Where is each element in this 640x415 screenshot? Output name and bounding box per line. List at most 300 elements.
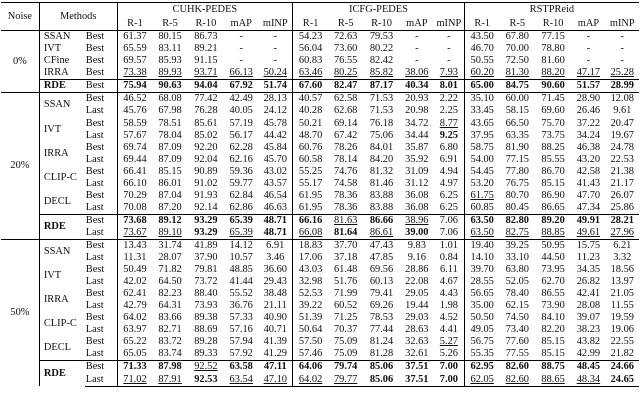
metric-value-text: 15.75 — [576, 239, 601, 251]
metric-value-text: 26.07 — [610, 189, 634, 201]
metric-value-text: 41.89 — [194, 239, 218, 251]
metric-value — [363, 190, 399, 202]
dataset-header-icfg: ICFG-PEDES — [293, 3, 465, 17]
metric-value-text: 56.04 — [298, 43, 323, 55]
metric-value — [152, 361, 187, 374]
metric-value-text: 54.45 — [470, 165, 494, 177]
metric-value — [500, 214, 535, 227]
metric-value-text: 21.05 — [610, 288, 634, 300]
metric-value — [117, 43, 152, 55]
metric-value — [571, 80, 605, 93]
method-name: IRRA — [43, 67, 69, 79]
metric-value-text: 87.20 — [158, 201, 182, 213]
table-row — [1, 252, 639, 264]
metric-header-r-10: R-10 — [188, 17, 224, 31]
metric-value-text: 34.35 — [576, 264, 601, 276]
metric-value-text: 36.08 — [405, 201, 429, 213]
metric-value-text: 50.24 — [263, 67, 287, 79]
metric-value — [400, 166, 434, 178]
metric-value — [500, 154, 535, 166]
metric-value-text: 11.23 — [576, 252, 600, 264]
metric-value — [363, 166, 399, 178]
table-row — [1, 239, 639, 252]
metric-value-text: 57.92 — [229, 348, 253, 360]
metric-value-text: 76.55 — [333, 55, 358, 67]
metric-value-text: 77.60 — [505, 336, 529, 348]
results-table — [1, 2, 639, 387]
metric-value — [328, 312, 363, 324]
metric-value-text: 4.52 — [439, 312, 458, 324]
metric-value — [224, 190, 258, 202]
metric-value-text: 81.60 — [541, 55, 565, 67]
metric-value — [606, 288, 639, 300]
metric-value — [571, 142, 605, 154]
metric-value — [571, 252, 605, 264]
metric-value-text: 67.98 — [158, 105, 182, 117]
metric-value — [188, 93, 224, 106]
metric-value-text: 64.50 — [158, 276, 182, 288]
metric-value-text: 82.23 — [158, 288, 182, 300]
metric-value-text: 71.53 — [369, 105, 394, 117]
metric-value-text: 77.42 — [194, 93, 218, 105]
table-row — [1, 227, 639, 240]
method-name: IVT — [43, 270, 62, 282]
metric-value-text: 76.28 — [194, 105, 218, 117]
metric-value-text: 9.25 — [439, 129, 458, 141]
metric-value-text: 32.98 — [298, 276, 323, 288]
metric-value — [535, 239, 571, 252]
metric-value-text: 65.39 — [229, 214, 253, 226]
metric-value — [293, 288, 328, 300]
metric-value-text: 61.48 — [333, 264, 358, 276]
metric-value — [117, 214, 152, 227]
metric-value-text: 62.86 — [229, 201, 253, 213]
metric-value-text: 68.08 — [158, 93, 182, 105]
metric-value-text: 83.72 — [158, 336, 182, 348]
metric-value — [500, 252, 535, 264]
metric-value — [258, 105, 292, 117]
metric-value-text: 66.41 — [123, 165, 147, 177]
metric-header-map: mAP — [224, 17, 258, 31]
metric-value-text: - — [273, 55, 277, 67]
metric-value-text: 58.75 — [470, 141, 494, 153]
metric-value — [258, 276, 292, 288]
metric-value-text: - — [620, 43, 625, 55]
metric-value-text: 41.43 — [576, 177, 601, 189]
metric-value-text: 71.33 — [123, 361, 147, 373]
metric-header-map: mAP — [400, 17, 434, 31]
metric-value-text: 87.09 — [158, 141, 182, 153]
metric-value-text: 39.25 — [505, 239, 529, 251]
metric-value — [500, 374, 535, 387]
metric-value-text: 67.42 — [333, 129, 358, 141]
metric-value — [363, 361, 399, 374]
metric-value-text: 2.25 — [439, 105, 458, 117]
metric-value-text: 53.20 — [470, 177, 494, 189]
method-name: CLIP-C — [43, 318, 77, 330]
metric-value — [500, 239, 535, 252]
checkpoint-tag: Best — [85, 142, 117, 154]
metric-value-text: 28.90 — [576, 93, 601, 105]
metric-value-text: 62.84 — [229, 189, 253, 201]
metric-value — [606, 300, 639, 312]
metric-value-text: 85.06 — [369, 361, 394, 373]
metric-value-text: 81.64 — [333, 226, 358, 238]
metric-value-text: 62.16 — [229, 153, 253, 165]
metric-value-text: 46.52 — [123, 93, 147, 105]
metric-value-text: 82.80 — [505, 214, 529, 226]
metric-value — [535, 214, 571, 227]
metric-value — [500, 276, 535, 288]
metric-value-text: 49.91 — [576, 214, 601, 226]
metric-value-text: 34.24 — [576, 129, 601, 141]
metric-value — [464, 31, 499, 44]
metric-value-text: 57.50 — [298, 336, 323, 348]
metric-value — [188, 118, 224, 130]
metric-value — [500, 80, 535, 93]
metric-value-text: 86.90 — [541, 189, 565, 201]
metric-value-text: 22.08 — [405, 276, 429, 288]
metric-value — [363, 374, 399, 387]
metric-value-text: 56.75 — [470, 336, 494, 348]
metric-value — [400, 202, 434, 215]
metric-value-text: 36.08 — [405, 189, 429, 201]
metric-value — [500, 202, 535, 215]
metric-value-text: 69.26 — [369, 300, 394, 312]
metric-value-text: 69.60 — [541, 105, 565, 117]
metric-value-text: 24.66 — [610, 361, 634, 373]
metric-value-text: 85.15 — [541, 348, 565, 360]
metric-value-text: 4.94 — [439, 165, 458, 177]
metric-value — [293, 276, 328, 288]
metric-value — [117, 80, 152, 93]
metric-value-text: 51.57 — [576, 80, 601, 92]
metric-value-text: 4.41 — [439, 324, 458, 336]
metric-value-text: 38.23 — [576, 324, 601, 336]
metric-value-text: 46.54 — [263, 189, 287, 201]
metric-value — [152, 214, 187, 227]
metric-value — [328, 166, 363, 178]
metric-value — [535, 31, 571, 44]
metric-value-text: 4.97 — [439, 177, 458, 189]
checkpoint-tag: Best — [85, 67, 117, 80]
metric-value — [606, 214, 639, 227]
metric-value-text: 29.43 — [263, 276, 287, 288]
checkpoint-tag: Best — [85, 118, 117, 130]
metric-value-text: 48.45 — [576, 361, 601, 373]
metric-value-text: 79.74 — [333, 361, 358, 373]
metric-value — [293, 93, 328, 106]
metric-value — [328, 130, 363, 142]
metric-value — [188, 288, 224, 300]
metric-value — [117, 300, 152, 312]
metric-value-text: 78.40 — [505, 288, 529, 300]
method-name: DECL — [43, 342, 71, 354]
metric-value — [535, 300, 571, 312]
metric-value-text: 72.63 — [333, 31, 358, 43]
metric-value-text: 19.44 — [405, 300, 429, 312]
metric-value — [328, 55, 363, 67]
metric-value — [188, 178, 224, 190]
metric-value-text: 31.74 — [158, 239, 182, 251]
metric-value — [535, 276, 571, 288]
metric-value — [258, 336, 292, 348]
metric-value — [535, 166, 571, 178]
metric-value-text: 83.66 — [158, 312, 182, 324]
table-row — [1, 288, 639, 300]
metric-value — [258, 93, 292, 106]
metric-value-text: - — [415, 43, 419, 55]
metric-value — [464, 154, 499, 166]
metric-value — [188, 154, 224, 166]
metric-value-text: 7.06 — [439, 226, 458, 238]
metric-value — [152, 93, 187, 106]
metric-value — [434, 80, 464, 93]
metric-value — [400, 312, 434, 324]
metric-value — [224, 276, 258, 288]
metric-value-text: 47.70 — [576, 189, 601, 201]
metric-value — [571, 166, 605, 178]
metric-value-text: 79.41 — [369, 288, 394, 300]
metric-value-text: 20.93 — [405, 93, 429, 105]
metric-value — [293, 105, 328, 117]
metric-value-text: 63.97 — [123, 324, 147, 336]
table-row — [1, 55, 639, 67]
metric-value — [363, 300, 399, 312]
metric-value — [152, 288, 187, 300]
metric-value — [328, 239, 363, 252]
metric-value-text: 37.22 — [576, 117, 601, 129]
metric-value-text: 93.29 — [194, 214, 218, 226]
checkpoint-tag: Last — [85, 252, 117, 264]
metric-value-text: 85.61 — [194, 117, 218, 129]
table-row — [1, 118, 639, 130]
metric-value-text: 1.98 — [439, 300, 458, 312]
metric-value-text: 78.36 — [333, 189, 358, 201]
metric-value-text: 91.15 — [194, 55, 218, 67]
metric-value — [188, 348, 224, 361]
metric-value — [400, 374, 434, 387]
metric-value — [258, 142, 292, 154]
metric-value-text: - — [239, 43, 243, 55]
metric-value-text: 78.14 — [333, 153, 358, 165]
metric-value-text: 91.93 — [194, 189, 218, 201]
metric-value — [606, 227, 639, 240]
metric-value-text: 44.42 — [263, 129, 287, 141]
metric-value-text: 81.28 — [369, 348, 394, 360]
metric-value — [293, 264, 328, 276]
metric-value — [152, 190, 187, 202]
metric-value-text: 94.04 — [194, 80, 218, 92]
metric-value-text: 38.06 — [405, 67, 429, 79]
metric-value — [293, 348, 328, 361]
metric-value — [535, 105, 571, 117]
checkpoint-tag: Best — [85, 264, 117, 276]
noise-header: Noise — [1, 3, 39, 31]
table-row — [1, 130, 639, 142]
metric-value — [188, 130, 224, 142]
metric-value — [606, 142, 639, 154]
metric-value — [363, 31, 399, 44]
metric-value-text: 4.43 — [439, 288, 458, 300]
metric-value-text: 8.77 — [439, 117, 458, 129]
checkpoint-tag: Best — [85, 43, 117, 55]
metric-value — [117, 361, 152, 374]
metric-value-text: 43.65 — [470, 117, 494, 129]
metric-value — [224, 105, 258, 117]
metric-value — [293, 239, 328, 252]
metric-value-text: 63.50 — [470, 226, 494, 238]
metric-value-text: 63.46 — [298, 67, 323, 79]
metric-value-text: - — [415, 55, 419, 67]
metric-value-text: 47.10 — [263, 373, 287, 385]
metric-value-text: 63.58 — [229, 361, 253, 373]
metric-value — [188, 361, 224, 374]
metric-value-text: 89.28 — [194, 336, 218, 348]
metric-value-text: 36.60 — [263, 264, 287, 276]
metric-value-text: 20.47 — [610, 117, 634, 129]
metric-value-text: 90.60 — [541, 80, 565, 92]
metric-value-text: - — [447, 55, 451, 67]
metric-value-text: 50.21 — [298, 117, 323, 129]
metric-value — [117, 264, 152, 276]
metric-value — [535, 118, 571, 130]
metric-value-text: 86.01 — [158, 177, 182, 189]
metric-value — [535, 142, 571, 154]
metric-value-text: 33.10 — [505, 252, 529, 264]
metric-value — [500, 31, 535, 44]
metric-value — [363, 105, 399, 117]
metric-value — [571, 93, 605, 106]
metric-value-text: 80.22 — [369, 43, 394, 55]
metric-value-text: 69.74 — [123, 141, 147, 153]
metric-value-text: 82.60 — [505, 373, 529, 385]
metric-value-text: 84.75 — [505, 80, 529, 92]
metric-value — [258, 43, 292, 55]
metric-value — [293, 324, 328, 336]
metric-value-text: 35.92 — [405, 153, 429, 165]
metric-value — [188, 227, 224, 240]
metric-value-text: 71.99 — [333, 288, 358, 300]
method-name: CLIP-C — [43, 171, 77, 183]
method-name: RDE — [39, 214, 84, 239]
metric-value — [152, 43, 187, 55]
metric-value-text: 48.71 — [263, 214, 287, 226]
table-row — [1, 300, 639, 312]
metric-value-text: 65.00 — [470, 80, 494, 92]
metric-value — [571, 154, 605, 166]
metric-value-text: 82.75 — [505, 226, 529, 238]
metric-value — [571, 190, 605, 202]
metric-value-text: 47.17 — [576, 67, 601, 79]
metric-value — [152, 154, 187, 166]
metric-value-text: 18.83 — [298, 239, 323, 251]
metric-value — [152, 227, 187, 240]
metric-value-text: 63.35 — [505, 129, 529, 141]
metric-value — [464, 80, 499, 93]
metric-value — [535, 288, 571, 300]
metric-value — [571, 348, 605, 361]
metric-value-text: 92.52 — [194, 361, 218, 373]
metric-value-text: 43.82 — [576, 336, 601, 348]
metric-value — [328, 300, 363, 312]
metric-value — [224, 252, 258, 264]
metric-value — [464, 118, 499, 130]
metric-value — [258, 312, 292, 324]
metric-value — [500, 227, 535, 240]
metric-value — [328, 202, 363, 215]
metric-value — [606, 105, 639, 117]
metric-value — [571, 202, 605, 215]
metric-value-text: 6.11 — [439, 264, 458, 276]
metric-value-text: 87.91 — [158, 373, 182, 385]
metric-value — [224, 142, 258, 154]
metric-value-text: 78.80 — [541, 43, 565, 55]
metric-value — [434, 202, 464, 215]
metric-value-text: 64.02 — [298, 373, 323, 385]
metric-value — [258, 31, 292, 44]
metric-value-text: 14.12 — [229, 239, 253, 251]
metric-value-text: 40.57 — [298, 93, 323, 105]
metric-value — [328, 178, 363, 190]
metric-value-text: 73.38 — [123, 67, 147, 79]
metric-value — [606, 93, 639, 106]
metric-value — [363, 312, 399, 324]
metric-value-text: 7.06 — [439, 214, 458, 226]
metric-value — [464, 264, 499, 276]
metric-value-text: 80.45 — [505, 201, 529, 213]
metric-header-minp: mINP — [258, 17, 292, 31]
metric-value-text: 73.60 — [333, 43, 358, 55]
metric-value-text: 35.87 — [405, 141, 429, 153]
metric-value — [500, 178, 535, 190]
metric-value-text: 11.31 — [123, 252, 147, 264]
method-name: RDE — [39, 80, 84, 93]
metric-value — [464, 166, 499, 178]
metric-value-text: 55.35 — [470, 348, 494, 360]
metric-value-text: - — [586, 55, 591, 67]
checkpoint-tag: Last — [85, 130, 117, 142]
metric-value-text: 39.70 — [470, 264, 494, 276]
metric-header-r-10: R-10 — [363, 17, 399, 31]
metric-value — [328, 154, 363, 166]
metric-value — [224, 178, 258, 190]
metric-value-text: 78.53 — [369, 312, 394, 324]
metric-value-text: 81.24 — [369, 336, 394, 348]
metric-value — [258, 154, 292, 166]
metric-value-text: 86.65 — [541, 201, 565, 213]
metric-value-text: 9.16 — [407, 252, 426, 264]
metric-value-text: 92.20 — [194, 141, 218, 153]
method-name: IRRA — [43, 294, 69, 306]
table-row — [1, 166, 639, 178]
metric-value-text: 43.57 — [263, 177, 287, 189]
metric-value — [188, 67, 224, 80]
metric-value-text: 3.32 — [613, 252, 632, 264]
metric-value — [188, 202, 224, 215]
metric-value — [293, 67, 328, 80]
metric-value — [117, 288, 152, 300]
metric-value-text: 49.61 — [576, 226, 601, 238]
metric-value-text: 2.22 — [439, 93, 458, 105]
metric-value — [258, 239, 292, 252]
metric-value — [258, 190, 292, 202]
metric-value — [363, 348, 399, 361]
metric-value-text: 21.82 — [610, 348, 634, 360]
metric-value — [464, 105, 499, 117]
metric-value — [400, 324, 434, 336]
method-name: IVT — [43, 43, 62, 55]
